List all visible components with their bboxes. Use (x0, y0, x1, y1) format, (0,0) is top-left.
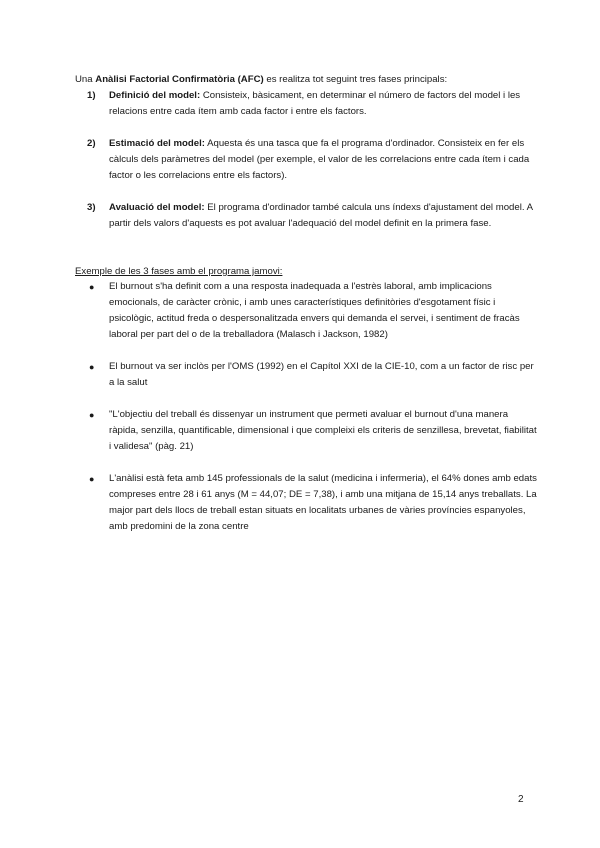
intro-prefix: Una (75, 74, 96, 85)
phase-text: Consisteix, bàsicament, en determinar el número de factors del model i les relacions entre cada ítem amb cada factor i entre els factors. (109, 90, 521, 117)
page-number: 2 (518, 794, 524, 805)
phase-number: 1) (87, 90, 96, 101)
phase-item (87, 88, 539, 120)
example-heading: Exemple de les 3 fases amb el programa jamovi: (75, 266, 283, 277)
phase-term: Estimació del model: (109, 138, 205, 149)
phases-list (87, 88, 539, 248)
intro-term: Anàlisi Factorial Confirmatòria (AFC) (95, 74, 264, 85)
phase-item (87, 136, 539, 184)
bullet-item (87, 359, 539, 391)
phase-text: El programa d'ordinador també calcula uns índexs d'ajustament del model. A partir dels valors d'aquests es pot avaluar l'adequació del model definit en la primera fase. (109, 202, 533, 229)
intro-suffix: es realitza tot seguint tres fases principals: (263, 74, 448, 85)
phase-number: 3) (87, 202, 96, 213)
phase-text: Aquesta és una tasca que fa el programa d'ordinador. Consisteix en fer els càlculs dels paràmetres del model (per exemple, el valor de les correlacions entre cada ítem i cada factor o les correlacions entre els factors). (109, 138, 530, 181)
bullet-item (87, 471, 539, 535)
bullet-item (87, 407, 539, 455)
bullet-item (87, 279, 539, 343)
bullet-text: L'anàlisi està feta amb 145 professionals de la salut (medicina i infermeria), el 64% dones amb edats compreses entre 28 i 61 anys (M = 44,07; DE = 7,38), i amb una mitjana de 15,14 anys treballats. La major part dels llocs de treball estan situats en localitats urbanes de vàries províncies espanyoles, amb predomini de la zona centre (109, 473, 537, 532)
bullet-dot-icon: ● (89, 474, 95, 484)
bullet-dot-icon: ● (89, 362, 95, 372)
phase-term: Definició del model: (109, 90, 201, 101)
intro-paragraph (75, 72, 535, 88)
example-bullet-list (87, 279, 539, 551)
phase-item (87, 200, 539, 232)
bullet-text: El burnout s'ha definit com a una resposta inadequada a l'estrès laboral, amb implicacions emocionals, de caràcter crònic, i amb unes característiques definitòries d'esgotament físic i psicològic, actitud freda o despersonalitzada envers qui demanda el servei, i sentiment de fracàs laboral per part del o de la treballadora (Malasch i Jackson, 1982) (109, 281, 520, 340)
bullet-text: "L'objectiu del treball és dissenyar un instrument que permeti avaluar el burnout d'una manera ràpida, senzilla, quantificable, dimensional i que compleixi els criteris de senzillesa, brevetat, fiabilitat i validesa" (pàg. 21) (109, 409, 537, 452)
phase-number: 2) (87, 138, 96, 149)
phase-term: Avaluació del model: (109, 202, 205, 213)
bullet-dot-icon: ● (89, 410, 95, 420)
bullet-text: El burnout va ser inclòs per l'OMS (1992) en el Capítol XXI de la CIE-10, com a un factor de risc per a la salut (109, 361, 534, 388)
bullet-dot-icon: ● (89, 282, 95, 292)
